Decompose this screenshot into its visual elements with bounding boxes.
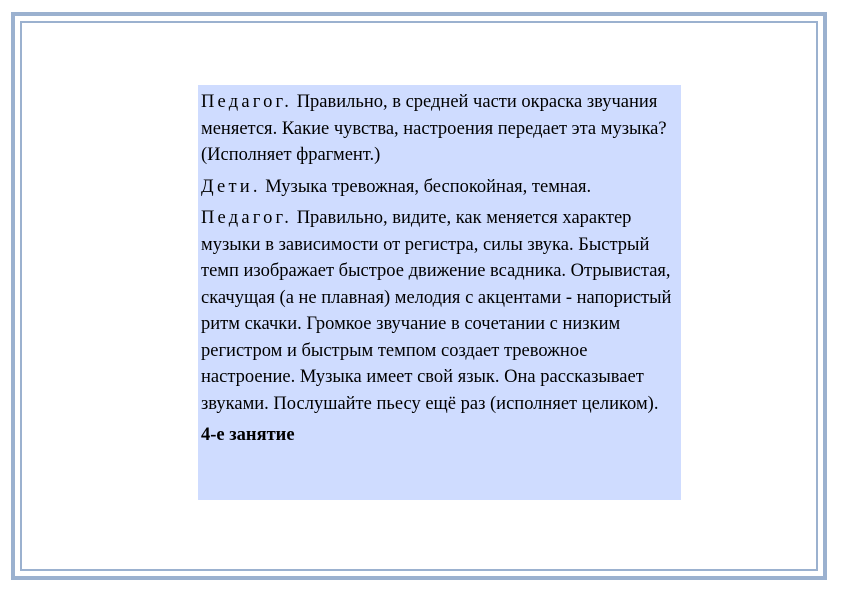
- dialogue-paragraph-teacher-1: [201, 89, 677, 169]
- lesson-heading: 4-е занятие: [201, 425, 295, 445]
- speaker-label: Педагог.: [201, 92, 293, 112]
- speaker-label: Дети.: [201, 176, 261, 197]
- dialogue-paragraph-children: [201, 174, 677, 201]
- paragraph-text: Музыка тревожная, беспокойная, темная.: [265, 176, 592, 197]
- paragraph-text: Правильно, видите, как меняется характер музыки в зависимости от регистра, силы звука. Быстрый темп изображает быстрое движение всадника. Отрывистая, скачущая (а не плавная) мелодия с акцентами - напористый ритм скачки. Громкое звучание в сочетании с низким регистром и быстрым темпом создает тревожное настроение. Музыка имеет свой язык. Она рассказывает звуками. Послушайте пьесу ещё раз (исполняет целиком).: [201, 208, 672, 414]
- speaker-label: Педагог.: [201, 208, 293, 228]
- dialogue-paragraph-teacher-2: [201, 205, 677, 417]
- dialogue-text-box: [198, 85, 681, 500]
- paragraph-text: Правильно, в средней части окраска звучания меняется. Какие чувства, настроения передает эта музыка? (Исполняет фрагмент.): [201, 92, 667, 165]
